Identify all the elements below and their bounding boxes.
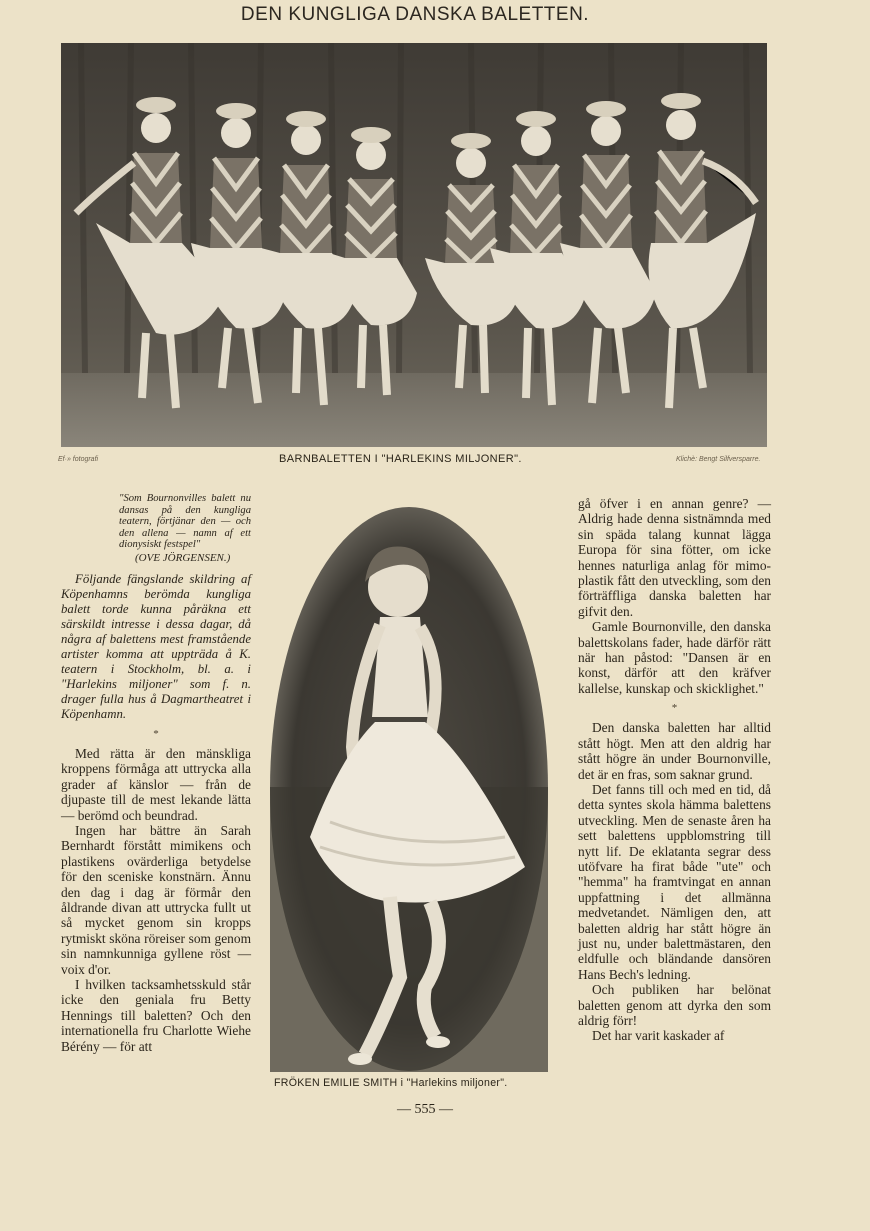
- right-column: [578, 496, 771, 1044]
- section-separator: *: [153, 727, 159, 740]
- left-column: [61, 493, 251, 1054]
- body-paragraph: Det fanns till och med en tid, då detta syntes skola hämma balettens utveckling. Men de senaste åren ha sett balettens uppblomstring till nytt lif. De eklatanta segrar dess utöfvare ha firat både "ute" och "hemma" ha framtvingat en annan uppfattning i det allmänna medvetandet. Nämligen den, att baletten aldrig har stått högre än just nu, under balettmästaren, den eldfulle och bländande dansören Hans Bech's ledning.: [578, 781, 771, 982]
- intro-paragraph: Följande fängslande skildring af Köpenhamns berömda kungliga balett torde kunna påräkna ett särskildt intresse i dessa dagar, då några af balettens mest framstående artister komma att uppträda å K. teatern i Stockholm, bl. a. i "Harlekins miljoner" som f. n. drager fulla hus å Dagmartheatret i Köpenhamn.: [61, 571, 251, 721]
- body-paragraph: Och publiken har belönat baletten genom att dyrka den som aldrig förr!: [578, 982, 771, 1028]
- body-paragraph: Med rätta är den mänskliga kroppens förmåga att uttrycka alla grader af känslor — från de djupaste till de mest lekande lätta — berömd och beundrad.: [61, 745, 251, 823]
- body-paragraph: gå öfver i en annan genre? — Aldrig hade denna sistnämnda med sin späda talang kunnat lägga Europa för sina fötter, om icke hennes naturliga anlag för mimo-plastik fått den utveckling, som den förträffliga danska baletten har gifvit den.: [578, 496, 771, 619]
- body-paragraph: Ingen har bättre än Sarah Bernhardt förstått mimikens och plastikens ovärderliga betydelse för den sceniske konstnärn. Ännu den dag i dag är förmår den åldrande divan att uttrycka fullt ut så mycket genom sin kropps rytmiskt sköna röreiser som genom sin namnkunniga gyllene röst — voix d'or.: [61, 822, 251, 977]
- emilie-smith-portrait: [270, 507, 548, 1072]
- group-photo-caption: BARNBALETTEN I "HARLEKINS MILJONER".: [279, 453, 522, 465]
- portrait-caption: FRÖKEN EMILIE SMITH i "Harlekins miljoner".: [274, 1077, 508, 1089]
- epigraph-author: (OVE JÖRGENSEN.): [135, 551, 231, 564]
- body-paragraph: Gamle Bournonville, den danska balettskolans fader, hade därför rätt när han påstod: "Dansen är en konst, därför att den kräfver kallelse, kunskap och skicklighet.": [578, 619, 771, 696]
- section-separator: *: [671, 702, 678, 715]
- page-number: — 555 —: [397, 1102, 453, 1117]
- body-paragraph: Den danska baletten har alltid stått högt. Men att den aldrig har stått högre än under Bournonville, det är en fras, som saknar grund.: [578, 720, 771, 782]
- epigraph-quote: "Som Bournonvilles balett nu dansas på den kungliga teatern, förtjänar den — och den allena — namn af ett dionysiskt festspel": [119, 493, 251, 550]
- portrait-illustration: [270, 507, 548, 1072]
- photo-credit: Ef·» fotografi: [58, 456, 99, 463]
- group-photo-illustration: [61, 43, 767, 447]
- page-header: DEN KUNGLIGA DANSKA BALETTEN.: [240, 4, 590, 25]
- engraving-credit: Klichè: Bengt Silfversparre.: [676, 456, 761, 463]
- body-paragraph: Det har varit kaskader af: [592, 1028, 725, 1044]
- ballet-group-photo: [61, 43, 767, 447]
- body-paragraph: I hvilken tacksamhetsskuld står icke den geniala fru Betty Hennings till baletten? Och den internationella fru Charlotte Wiehe Bérény — för att: [61, 977, 251, 1054]
